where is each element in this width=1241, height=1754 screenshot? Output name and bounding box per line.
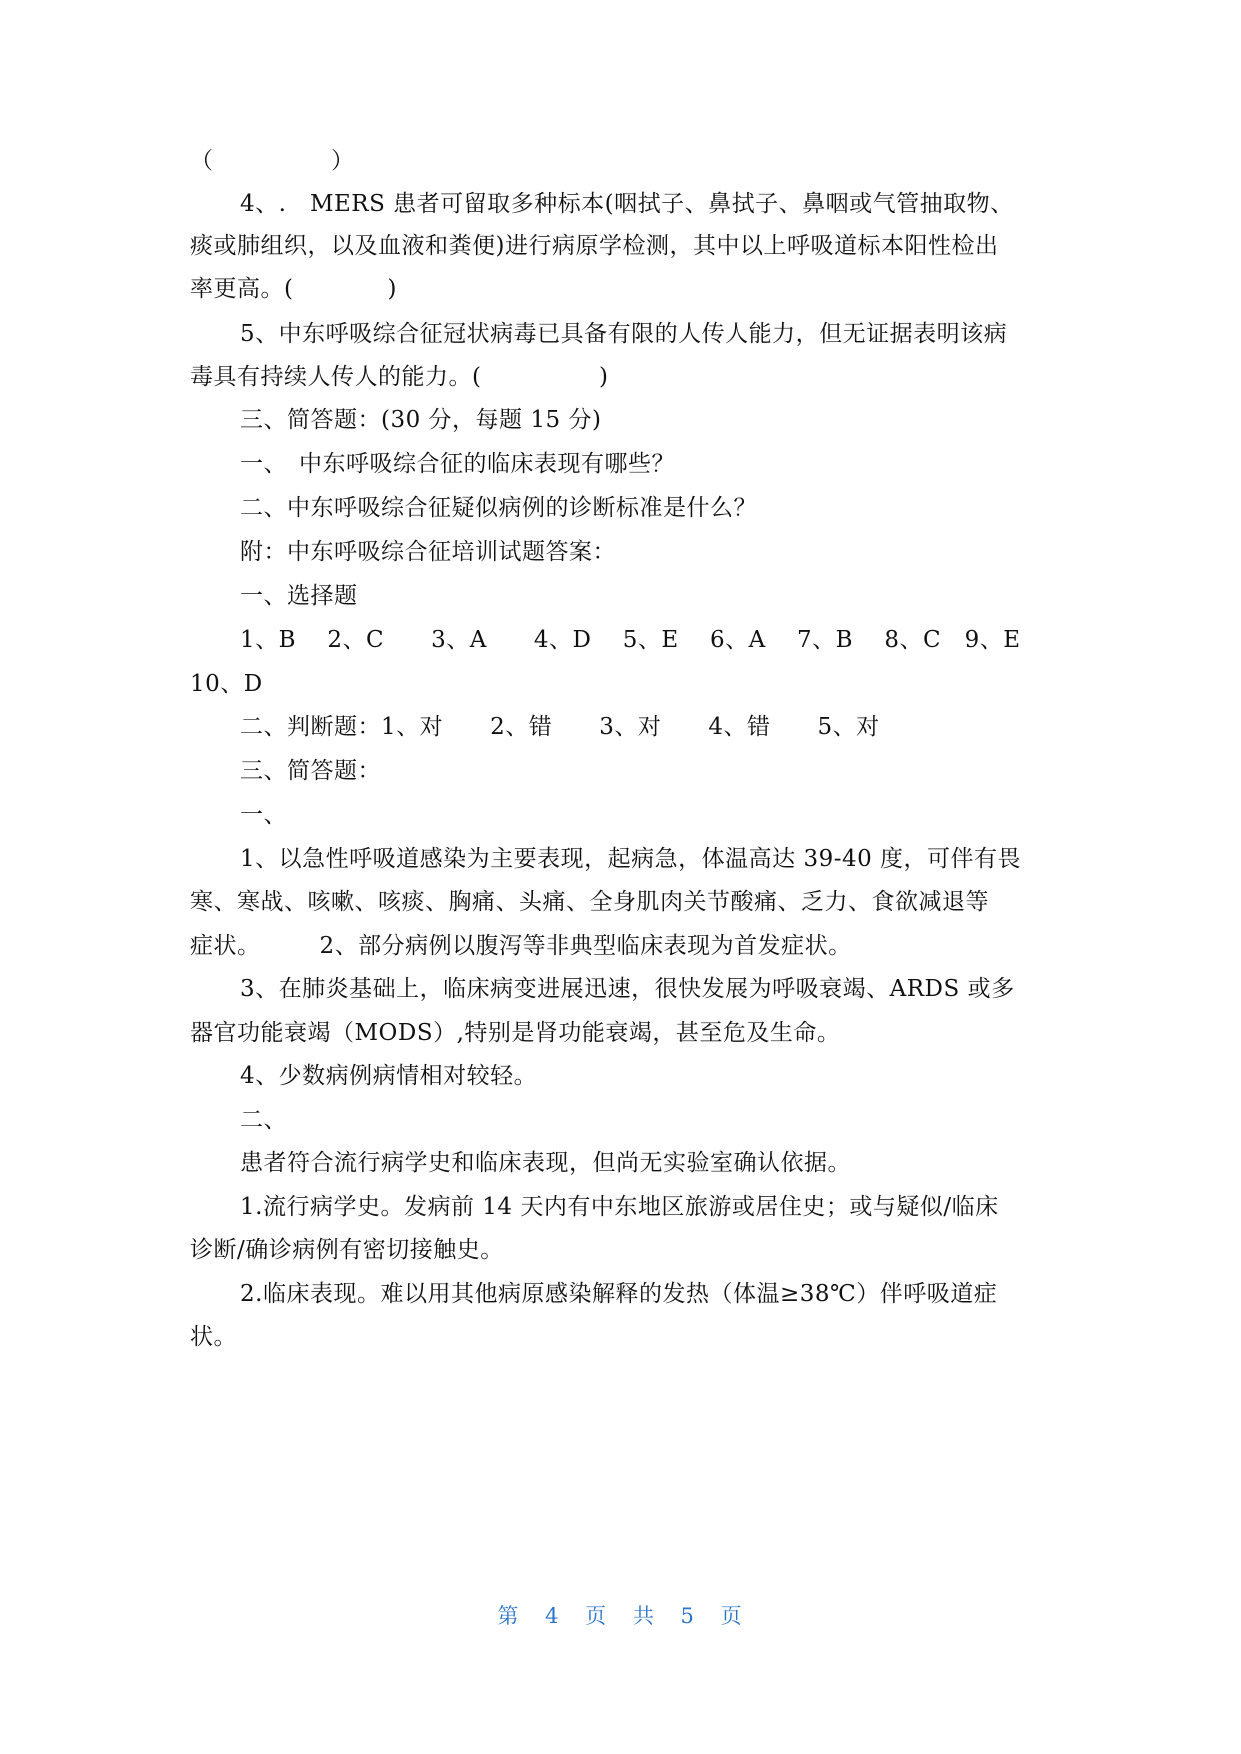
total-pages-number: 5 [680,1604,696,1628]
text-line: 痰或肺组织，以及血液和粪便)进行病原学检测，其中以上呼吸道标本阳性检出 [190,233,999,259]
section-heading: 三、简答题： [240,758,381,784]
answer-line: 1、B 2、C 3、A 4、D 5、E 6、A 7、B 8、C 9、E [240,627,1021,653]
footer-label: 共 [632,1604,656,1628]
text-line: 5、中东呼吸综合征冠状病毒已具备有限的人传人能力，但无证据表明该病 [240,321,1008,347]
answer-line: 10、D [190,671,263,697]
text-line: 1、以急性呼吸道感染为主要表现，起病急，体温高达 39-40 度，可伴有畏 [240,846,1022,872]
text-line: 状。 [190,1324,237,1350]
text-line: 诊断/确诊病例有密切接触史。 [190,1237,504,1263]
text-line: 4、少数病例病情相对较轻。 [240,1063,538,1089]
text-line: 二、 [240,1107,287,1133]
text-line: 患者符合流行病学史和临床表现，但尚无实验室确认依据。 [240,1150,851,1176]
text-line: 率更高。( ) [190,276,397,302]
text-line: 器官功能衰竭（MODS）,特别是肾功能衰竭，甚至危及生命。 [190,1020,841,1046]
section-heading: 一、选择题 [240,583,358,609]
question-line: 一、 中东呼吸综合征的临床表现有哪些？ [240,451,675,477]
text-line: 2.临床表现。难以用其他病原感染解释的发热（体温≥38℃）伴呼吸道症 [240,1281,998,1307]
text-line: 4、. MERS 患者可留取多种标本(咽拭子、鼻拭子、鼻咽或气管抽取物、 [240,191,1014,217]
text-line: 1.流行病学史。发病前 14 天内有中东地区旅游或居住史；或与疑似/临床 [240,1194,999,1220]
footer-label: 页 [720,1604,744,1628]
footer-label: 页 [585,1604,609,1628]
current-page-number: 4 [545,1604,561,1628]
text-line: 寒、寒战、咳嗽、咳痰、胸痛、头痛、全身肌肉关节酸痛、乏力、食欲减退等 [190,889,989,915]
text-line: 症状。 2、部分病例以腹泻等非典型临床表现为首发症状。 [190,933,852,959]
page-footer [0,1600,1241,1630]
footer-label: 第 [497,1604,521,1628]
text-line: （ ） [190,148,355,174]
text-line: 3、在肺炎基础上，临床病变进展迅速，很快发展为呼吸衰竭、ARDS 或多 [240,976,1015,1002]
text-line: 毒具有持续人传人的能力。( ) [190,364,609,390]
answer-line: 二、判断题：1、对 2、错 3、对 4、错 5、对 [240,714,880,740]
section-heading: 三、简答题：(30 分，每题 15 分) [240,407,602,433]
question-line: 二、中东呼吸综合征疑似病例的诊断标准是什么？ [240,495,757,521]
appendix-heading: 附：中东呼吸综合征培训试题答案： [240,539,616,565]
text-line: 一、 [240,802,287,828]
